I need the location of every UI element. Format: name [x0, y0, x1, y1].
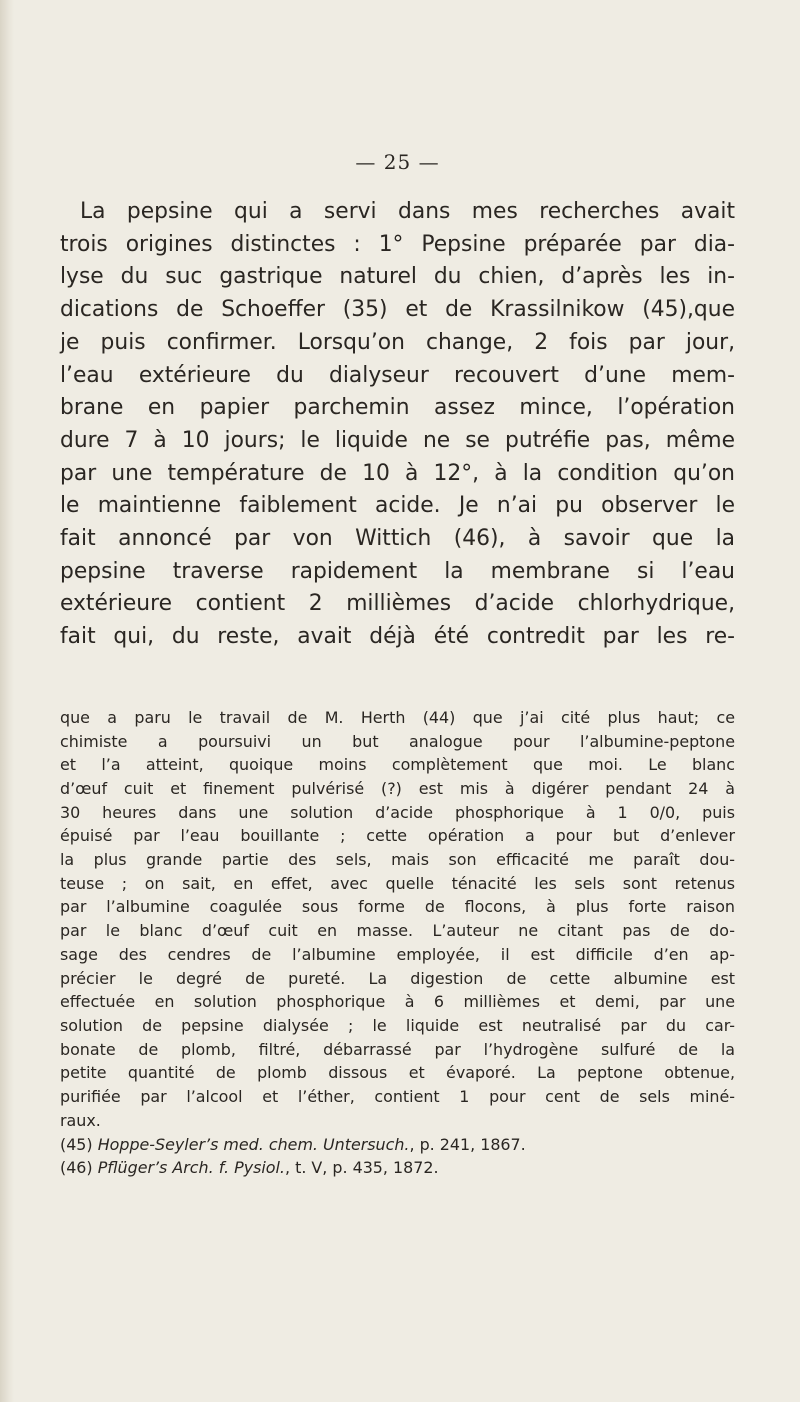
reference-title: Hoppe-Seyler’s med. chem. Untersuch. — [97, 1134, 410, 1154]
footnote-line: 30 heures dans une solution d’acide phosphorique à 1 0/0, puis — [60, 802, 735, 822]
main-line: dure 7 à 10 jours; le liquide ne se putréfie pas, même — [60, 427, 735, 453]
reference-details: , t. V, p. 435, 1872. — [284, 1158, 439, 1178]
main-line: le maintienne faiblement acide. Je n’ai pu observer le — [60, 493, 735, 519]
main-line: l’eau extérieure du dialyseur recouvert d’une mem- — [60, 362, 735, 388]
main-line: extérieure contient 2 millièmes d’acide chlorhydrique, — [60, 591, 735, 617]
main-line: dications de Schoeffer (35) et de Krassilnikow (45),que — [60, 297, 735, 323]
main-line: fait qui, du reste, avait déjà été contredit par les re- — [60, 624, 735, 650]
book-page — [60, 150, 735, 1180]
footnote-line: sage des cendres de l’albumine employée, il est difficile d’en ap- — [60, 944, 735, 964]
footnote — [60, 706, 735, 1180]
reference-45 — [60, 1133, 735, 1157]
reference-46 — [60, 1156, 735, 1180]
reference-details: , p. 241, 1867. — [409, 1134, 526, 1154]
footnote-line: par l’albumine coagulée sous forme de flocons, à plus forte raison — [60, 897, 735, 917]
main-line: brane en papier parchemin assez mince, l’opération — [60, 395, 735, 421]
footnote-line: la plus grande partie des sels, mais son efficacité me paraît dou- — [60, 850, 735, 870]
footnote-line: que a paru le travail de M. Herth (44) que j’ai cité plus haut; ce — [60, 707, 735, 727]
footnote-line: épuisé par l’eau bouillante ; cette opération a pour but d’enlever — [60, 826, 735, 846]
footnote-line: chimiste a poursuivi un but analogue pour l’albumine-peptone — [60, 731, 735, 751]
footnote-line: purifiée par l’alcool et l’éther, contient 1 pour cent de sels miné- — [60, 1087, 735, 1107]
footnote-line: précier le degré de pureté. La digestion de cette albumine est — [60, 968, 735, 988]
reference-number: (46) — [60, 1158, 93, 1178]
main-line: trois origines distinctes : 1° Pepsine préparée par dia- — [60, 231, 735, 257]
footnote-line: raux. — [60, 1110, 101, 1130]
main-line: lyse du suc gastrique naturel du chien, d’après les in- — [60, 264, 735, 290]
reference-title: Pflüger’s Arch. f. Pysiol. — [97, 1158, 285, 1178]
footnote-line: et l’a atteint, quoique moins complètement que moi. Le blanc — [60, 755, 735, 775]
reference-number: (45) — [60, 1134, 93, 1154]
book-spine-edge — [0, 0, 14, 1402]
main-paragraph — [60, 196, 735, 654]
footnote-line: teuse ; on sait, en effet, avec quelle ténacité les sels sont retenus — [60, 873, 735, 893]
footnote-line: petite quantité de plomb dissous et évaporé. La peptone obtenue, — [60, 1063, 735, 1083]
main-line: par une température de 10 à 12°, à la condition qu’on — [60, 460, 735, 486]
main-line: La pepsine qui a servi dans mes recherches avait — [80, 199, 735, 224]
main-line: je puis confirmer. Lorsqu’on change, 2 fois par jour, — [60, 329, 735, 355]
main-line: fait annoncé par von Wittich (46), à savoir que la — [60, 526, 735, 552]
main-line: pepsine traverse rapidement la membrane si l’eau — [60, 558, 735, 584]
footnote-line: solution de pepsine dialysée ; le liquide est neutralisé par du car- — [60, 1015, 735, 1035]
page-number: — 25 — — [355, 150, 440, 174]
footnote-line: effectuée en solution phosphorique à 6 millièmes et demi, par une — [60, 992, 735, 1012]
footnote-line: bonate de plomb, filtré, débarrassé par l’hydrogène sulfuré de la — [60, 1039, 735, 1059]
footnote-line: d’œuf cuit et finement pulvérisé (?) est mis à digérer pendant 24 à — [60, 778, 735, 798]
footnote-line: par le blanc d’œuf cuit en masse. L’auteur ne citant pas de do- — [60, 921, 735, 941]
